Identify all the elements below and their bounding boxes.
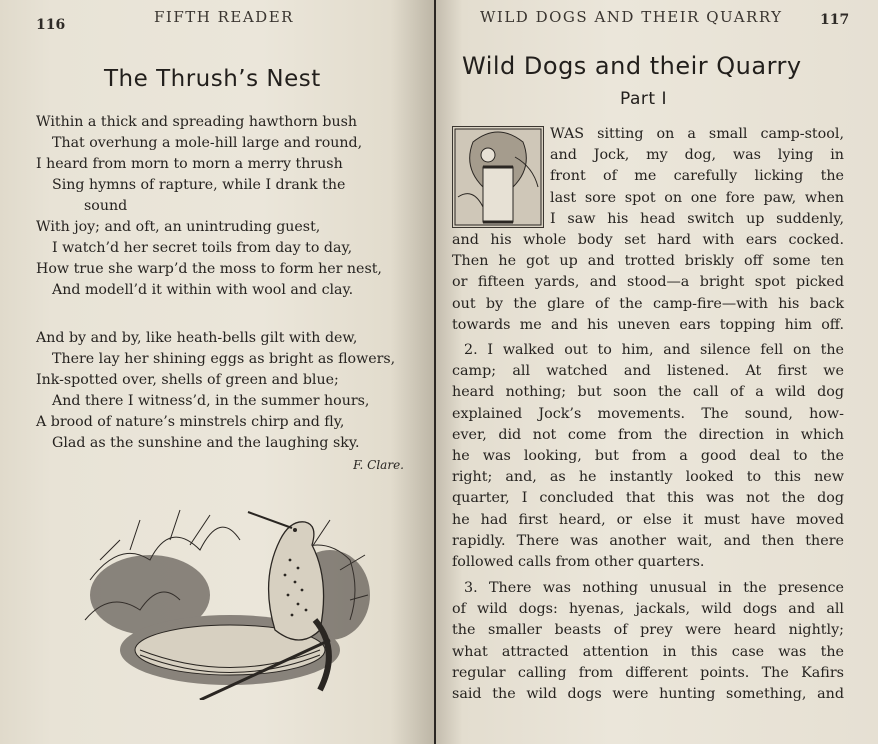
drop-cap-lines xyxy=(550,124,844,230)
text-line: 2. I walked out to him, and silence fell on the xyxy=(464,342,844,358)
poem-author: F. Clare. xyxy=(353,458,404,472)
text-line: WAS sitting on a small camp-stool, xyxy=(550,126,844,142)
text-line: he had first heard, or else it must have moved xyxy=(452,511,844,528)
text-line: he was looking, but from a good deal to the xyxy=(452,447,844,464)
poem xyxy=(36,112,416,454)
poem-line: There lay her shining eggs as bright as flowers, xyxy=(52,351,396,367)
thrush-illustration xyxy=(80,500,370,700)
text-line: rapidly. There was another wait, and then there xyxy=(452,532,844,549)
text-line: 3. There was nothing unusual in the presence xyxy=(464,580,844,596)
text-line: what attracted attention in this case was the xyxy=(452,643,844,660)
paragraph-1 xyxy=(452,230,844,336)
paragraph-2 xyxy=(452,340,844,573)
text-line: camp; all watched and listened. At first we xyxy=(452,363,844,380)
decorative-initial xyxy=(452,126,544,228)
text-line: and Jock, my dog, was lying in xyxy=(550,147,844,164)
poem-line: With joy; and oft, an unintruding guest, xyxy=(36,219,321,235)
text-line: last sore spot on one fore paw, when xyxy=(550,189,844,206)
running-head: FIFTH READER xyxy=(154,8,294,26)
running-head: WILD DOGS AND THEIR QUARRY xyxy=(480,8,783,26)
text-line: I saw his head switch up suddenly, xyxy=(550,210,844,227)
text-line: said the wild dogs were hunting something, and xyxy=(452,685,844,702)
page-number: 117 xyxy=(820,12,850,28)
text-line: regular calling from different points. The Kafirs xyxy=(452,664,844,681)
poem-line: And modell’d it within with wool and clay. xyxy=(52,282,354,298)
text-line: explained Jock’s movements. The sound, how- xyxy=(452,405,844,422)
poem-line: Within a thick and spreading hawthorn bush xyxy=(36,114,358,130)
chapter-title: Wild Dogs and their Quarry xyxy=(462,52,802,80)
text-line: right; and, as he instantly looked to this new xyxy=(452,469,844,486)
text-line: of wild dogs: hyenas, jackals, wild dogs and all xyxy=(452,601,844,618)
text-line: quarter, I concluded that this was not the dog xyxy=(452,490,844,507)
poem-line: And by and by, like heath-bells gilt with dew, xyxy=(36,330,358,346)
poem-line: Sing hymns of rapture, while I drank the xyxy=(52,177,346,193)
text-line: ever, did not come from the direction in which xyxy=(452,426,844,443)
poem-line: sound xyxy=(84,198,128,214)
text-line: front of me carefully licking the xyxy=(550,168,844,185)
left-page xyxy=(0,0,434,744)
text-line: the smaller beasts of prey were heard nightly; xyxy=(452,622,844,639)
text-line: and his whole body set hard with ears cocked. xyxy=(452,232,844,248)
text-line: towards me and his uneven ears topping him off. xyxy=(452,316,844,333)
text-line: followed calls from other quarters. xyxy=(452,553,705,570)
text-line: or fifteen yards, and stood—a bright spot picked xyxy=(452,274,844,291)
poem-line: How true she warp’d the moss to form her nest, xyxy=(36,261,382,277)
part-heading: Part I xyxy=(620,89,667,109)
poem-line: And there I witness’d, in the summer hours, xyxy=(52,393,370,409)
poem-line: I heard from morn to morn a merry thrush xyxy=(36,156,343,172)
poem-line: Glad as the sunshine and the laughing sky. xyxy=(52,435,360,451)
poem-line: A brood of nature’s minstrels chirp and fly, xyxy=(36,414,345,430)
poem-line: I watch’d her secret toils from day to day, xyxy=(52,240,353,256)
text-line: heard nothing; but soon the call of a wild dog xyxy=(452,384,844,401)
text-line: Then he got up and trotted briskly off some ten xyxy=(452,253,844,270)
right-page xyxy=(436,0,878,744)
poem-line: Ink-spotted over, shells of green and blue; xyxy=(36,372,339,388)
text-line: out by the glare of the camp-fire—with his back xyxy=(452,295,844,312)
page-number: 116 xyxy=(36,17,66,33)
paragraph-3 xyxy=(452,578,844,705)
poem-line: That overhung a mole-hill large and round, xyxy=(52,135,363,151)
poem-title: The Thrush’s Nest xyxy=(104,66,321,92)
